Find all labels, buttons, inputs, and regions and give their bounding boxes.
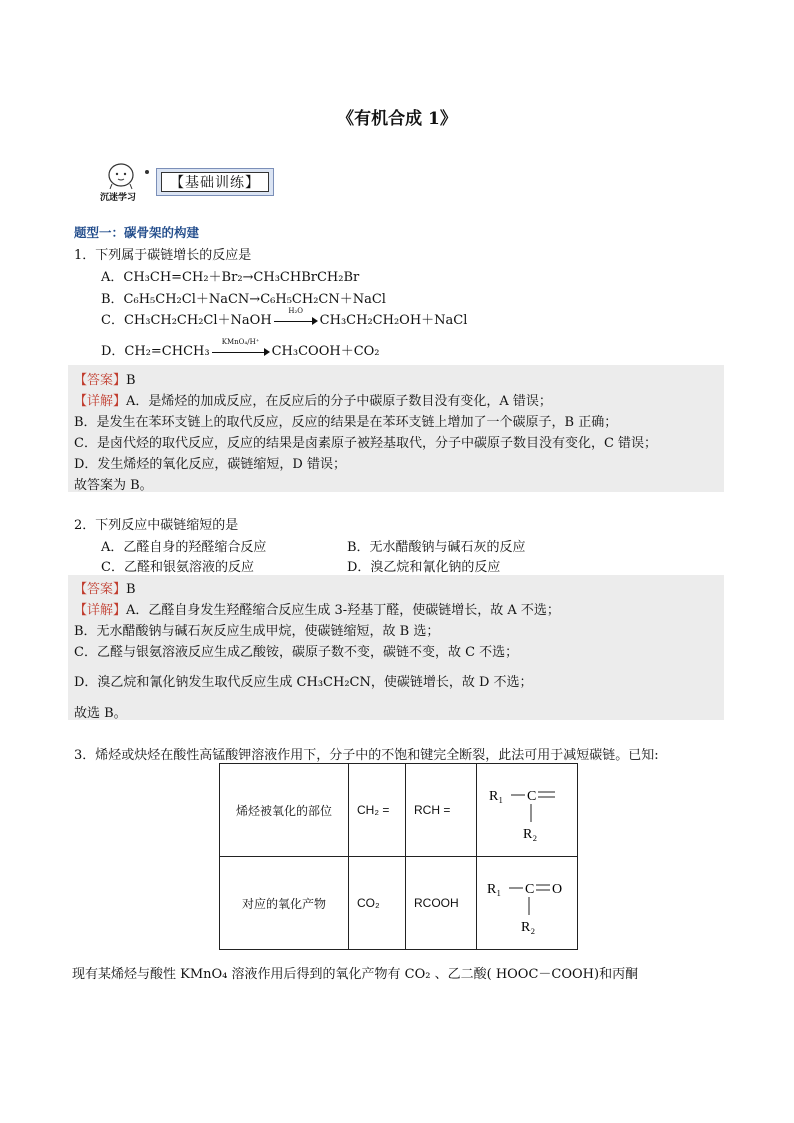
q1-stem: 1．下列属于碳链增长的反应是 — [74, 248, 252, 263]
reaction-arrow-icon — [274, 306, 318, 326]
mascot-icon — [104, 162, 138, 190]
q2-answer-box — [68, 575, 724, 720]
q2-detail-text: A．乙醛自身发生羟醛缩合反应生成 3-羟基丁醛，使碳链增长，故 A 不选； — [126, 603, 560, 618]
q2-detail-line: 故选 B。 — [74, 706, 127, 721]
struct-r1: R₁ — [487, 882, 502, 897]
table-cell: CO₂ — [349, 857, 406, 950]
answer-tag: 【答案】 — [74, 373, 127, 388]
section-banner — [100, 162, 300, 202]
q1-option-c — [101, 306, 468, 328]
q1-detail-line: C．是卤代烃的取代反应，反应的结果是卤素原子被羟基取代，分子中碳原子数目没有变化，C 错误； — [74, 436, 658, 451]
struct-oxygen: O — [552, 882, 563, 897]
reaction-condition: H₂O — [288, 306, 303, 315]
structure-diagram — [477, 857, 577, 949]
banner-dot — [145, 170, 149, 174]
structure-cell — [477, 764, 578, 857]
q1-option-d — [101, 337, 380, 359]
q2-stem: 2．下列反应中碳链缩短的是 — [74, 518, 239, 533]
q1-option-c-products: CH₃CH₂CH₂OH＋NaCl — [319, 313, 468, 328]
detail-tag: 【详解】 — [74, 603, 127, 618]
table-cell: 对应的氧化产物 — [220, 857, 349, 950]
table-cell: 烯烃被氧化的部位 — [220, 764, 349, 857]
q1-option-b: B．C₆H₅CH₂Cl＋NaCN→C₆H₅CH₂CN＋NaCl — [101, 292, 386, 307]
q1-option-c-reactants: C．CH₃CH₂CH₂Cl＋NaOH — [101, 313, 272, 328]
struct-r2: R₂ — [523, 827, 538, 842]
q2-option-d: D．溴乙烷和氰化钠的反应 — [347, 560, 501, 575]
q1-detail-line: D．发生烯烃的氧化反应，碳链缩短，D 错误； — [74, 457, 346, 472]
q2-option-b: B．无水醋酸钠与碱石灰的反应 — [347, 540, 526, 555]
reaction-condition: KMnO₄/H⁺ — [221, 337, 260, 346]
section-tag-label: 【基础训练】 — [161, 172, 269, 192]
q1-option-d-products: CH₃COOH＋CO₂ — [271, 344, 380, 359]
q1-detail-text: A．是烯烃的加成反应，在反应后的分子中碳原子数目没有变化，A 错误； — [126, 394, 552, 409]
q3-tail: 现有某烯烃与酸性 KMnO₄ 溶液作用后得到的氧化产物有 CO₂ 、乙二酸( HOOC－COOH)和丙酮 — [72, 967, 639, 982]
q2-option-c: C．乙醛和银氨溶液的反应 — [101, 560, 254, 575]
q3-stem: 3．烯烃或炔烃在酸性高锰酸钾溶液作用下，分子中的不饱和键完全断裂，此法可用于减短碳链。已知: — [74, 748, 659, 763]
section-tag — [156, 168, 274, 196]
structure-diagram — [477, 764, 577, 856]
q2-detail-line: D．溴乙烷和氰化钠发生取代反应生成 CH₃CH₂CN，使碳链增长，故 D 不选； — [74, 675, 533, 690]
q2-option-a: A．乙醛自身的羟醛缩合反应 — [101, 540, 267, 555]
q1-answer: B — [126, 373, 136, 388]
table-row — [220, 764, 578, 857]
struct-r1: R₁ — [489, 789, 504, 804]
q1-detail-line — [74, 390, 552, 409]
oxidation-table — [219, 763, 578, 950]
q1-option-a: A．CH₃CH=CH₂＋Br₂→CH₃CHBrCH₂Br — [101, 270, 360, 285]
mascot-label: 沉迷学习 — [100, 193, 137, 203]
table-cell: RCOOH — [406, 857, 477, 950]
q1-detail-line: B．是发生在苯环支链上的取代反应，反应的结果是在苯环支链上增加了一个碳原子，B 正确； — [74, 415, 618, 430]
q2-detail-line: B．无水醋酸钠与碱石灰反应生成甲烷，使碳链缩短，故 B 选； — [74, 624, 440, 639]
q2-answer: B — [126, 582, 136, 597]
answer-tag: 【答案】 — [74, 582, 127, 597]
q1-answer-box — [68, 365, 724, 492]
table-cell: RCH = — [406, 764, 477, 857]
q2-detail-line — [74, 599, 560, 618]
table-row — [220, 857, 578, 950]
struct-r2: R₂ — [521, 920, 536, 935]
structure-cell — [477, 857, 578, 950]
struct-carbon: C — [525, 882, 535, 897]
q1-answer-line — [74, 369, 136, 388]
q1-option-d-reactants: D．CH₂=CHCH₃ — [101, 344, 210, 359]
q1-detail-line: 故答案为 B。 — [74, 478, 153, 493]
page-title: 《有机合成 1》 — [337, 109, 457, 129]
q2-answer-line — [74, 578, 136, 597]
detail-tag: 【详解】 — [74, 394, 127, 409]
topic-heading: 题型一：碳骨架的构建 — [74, 225, 200, 240]
table-cell: CH₂ = — [349, 764, 406, 857]
q2-detail-line: C．乙醛与银氨溶液反应生成乙酸铵，碳原子数不变，碳链不变，故 C 不选； — [74, 645, 519, 660]
struct-carbon: C — [527, 789, 537, 804]
reaction-arrow-icon — [212, 337, 270, 357]
